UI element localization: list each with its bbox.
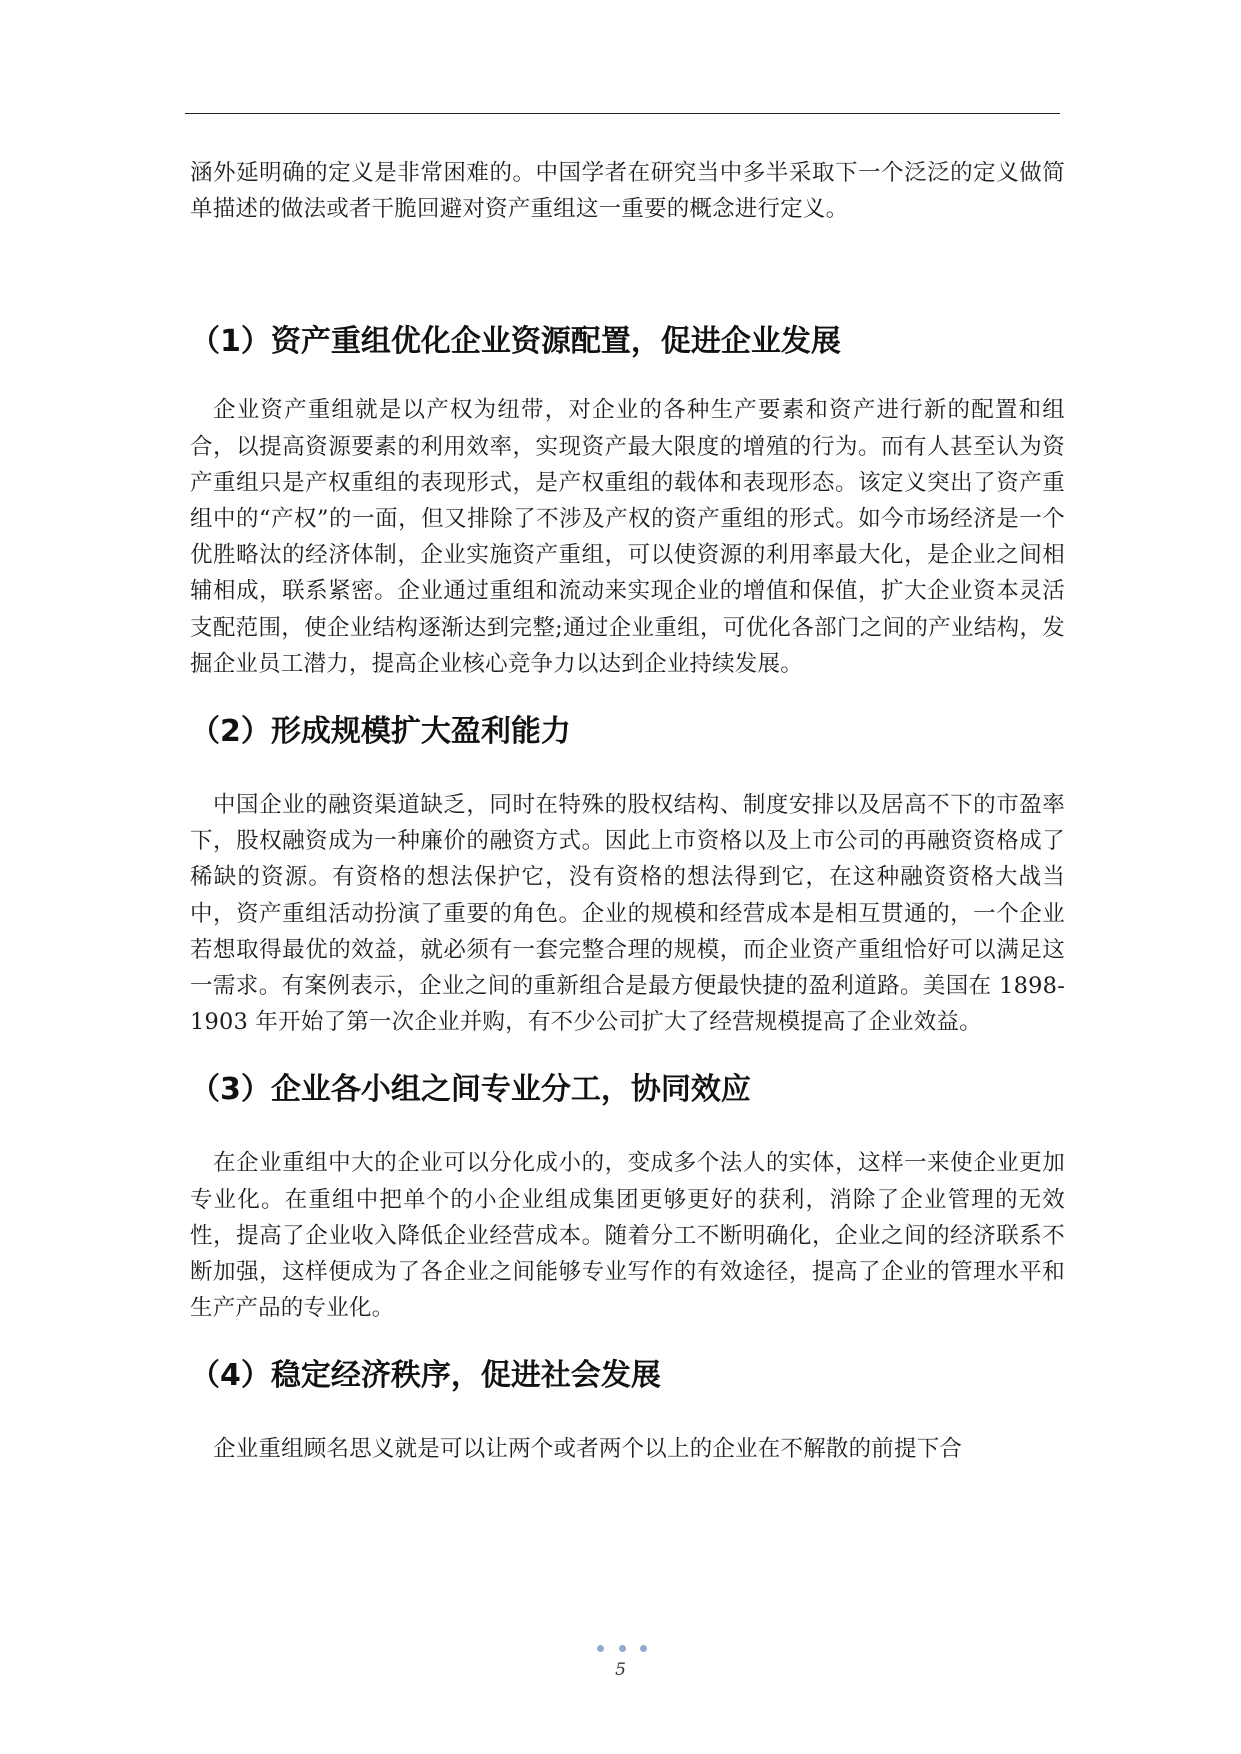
section-body-2: 中国企业的融资渠道缺乏，同时在特殊的股权结构、制度安排以及居高不下的市盈率下，股权融资成为一种廉价的融资方式。因此上市资格以及上市公司的再融资资格成了稀缺的资源。有资格的想法保护它，没有资格的想法得到它，在这种融资资格大战当中，资产重组活动扮演了重要的角色。企业的规模和经营成本是相互贯通的，一个企业若想取得最优的效益，就必须有一套完整合理的规模，而企业资产重组恰好可以满足这一需求。有案例表示，企业之间的重新组合是最方便最快捷的盈利道路。美国在 1898-1903 年开始了第一次企业并购，有不少公司扩大了经营规模提高了企业效益。 <box>190 792 1065 1036</box>
section-body-4: 企业重组顾名思义就是可以让两个或者两个以上的企业在不解散的前提下合 <box>213 1436 963 1463</box>
section-heading-2: （2）形成规模扩大盈利能力 <box>190 714 571 750</box>
page-content <box>190 155 1065 1468</box>
footer-dot-1 <box>597 1645 604 1652</box>
intro-paragraph: 涵外延明确的定义是非常困难的。中国学者在研究当中多半采取下一个泛泛的定义做简单描述的做法或者干脆回避对资产重组这一重要的概念进行定义。 <box>190 160 1065 223</box>
section-heading-4: （4）稳定经济秩序，促进社会发展 <box>190 1358 661 1394</box>
header-rule <box>185 113 1060 114</box>
footer-dot-3 <box>640 1645 647 1652</box>
section-body-3: 在企业重组中大的企业可以分化成小的，变成多个法人的实体，这样一来使企业更加专业化。在重组中把单个的小企业组成集团更够更好的获利，消除了企业管理的无效性，提高了企业收入降低企业经营成本。随着分工不断明确化，企业之间的经济联系不断加强，这样便成为了各企业之间能够专业写作的有效途径，提高了企业的管理水平和生产产品的专业化。 <box>190 1150 1065 1322</box>
section-heading-1: （1）资产重组优化企业资源配置，促进企业发展 <box>190 324 841 360</box>
footer-ornament <box>597 1643 647 1653</box>
section-body-1: 企业资产重组就是以产权为纽带，对企业的各种生产要素和资产进行新的配置和组合，以提高资源要素的利用效率，实现资产最大限度的增殖的行为。而有人甚至认为资产重组只是产权重组的表现形式，是产权重组的载体和表现形态。该定义突出了资产重组中的“产权”的一面，但又排除了不涉及产权的资产重组的形式。如今市场经济是一个优胜略汰的经济体制，企业实施资产重组，可以使资源的利用率最大化，是企业之间相辅相成，联系紧密。企业通过重组和流动来实现企业的增值和保值，扩大企业资本灵活支配范围，使企业结构逐渐达到完整;通过企业重组，可优化各部门之间的产业结构，发掘企业员工潜力，提高企业核心竞争力以达到企业持续发展。 <box>190 397 1065 677</box>
footer-dot-2 <box>619 1645 626 1652</box>
section-heading-3: （3）企业各小组之间专业分工，协同效应 <box>190 1072 751 1108</box>
page-number: 5 <box>615 1660 626 1680</box>
